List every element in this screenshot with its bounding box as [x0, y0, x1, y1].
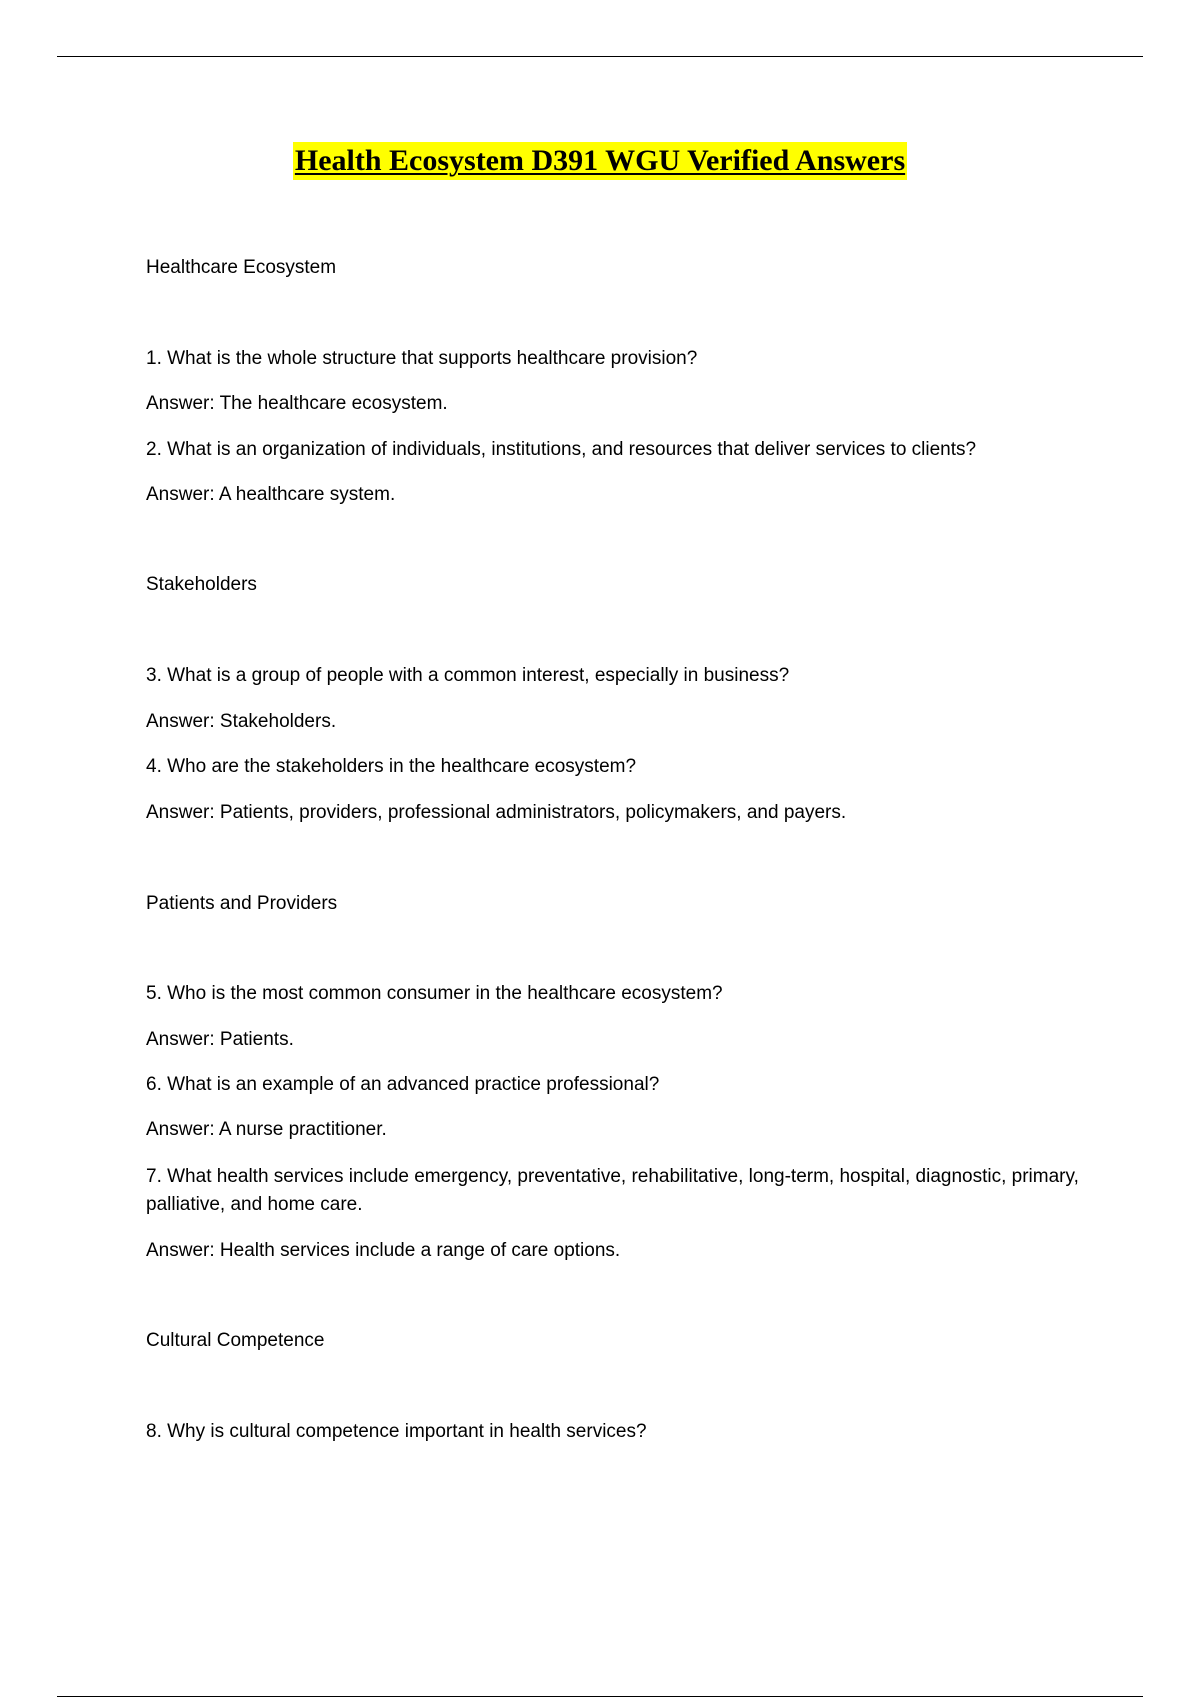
section-heading-stakeholders: Stakeholders	[146, 574, 257, 595]
top-rule	[57, 56, 1143, 57]
answer-3: Answer: Stakeholders.	[146, 711, 337, 732]
question-4: 4. Who are the stakeholders in the healthcare ecosystem?	[146, 756, 637, 777]
answer-5: Answer: Patients.	[146, 1029, 294, 1050]
question-1: 1. What is the whole structure that supports healthcare provision?	[146, 348, 698, 369]
section-heading-healthcare-ecosystem: Healthcare Ecosystem	[146, 257, 337, 278]
answer-4: Answer: Patients, providers, professional administrators, policymakers, and payers.	[146, 802, 847, 823]
question-5: 5. Who is the most common consumer in the healthcare ecosystem?	[146, 983, 723, 1004]
answer-2: Answer: A healthcare system.	[146, 484, 396, 505]
question-3: 3. What is a group of people with a common interest, especially in business?	[146, 665, 790, 686]
answer-1: Answer: The healthcare ecosystem.	[146, 393, 448, 414]
answer-6: Answer: A nurse practitioner.	[146, 1119, 387, 1140]
answer-7: Answer: Health services include a range of care options.	[146, 1240, 621, 1261]
question-8: 8. Why is cultural competence important in health services?	[146, 1421, 647, 1442]
question-2: 2. What is an organization of individuals, institutions, and resources that deliver services to clients?	[146, 439, 977, 460]
question-6: 6. What is an example of an advanced practice professional?	[146, 1074, 660, 1095]
question-7: 7. What health services include emergency, preventative, rehabilitative, long-term, hospital, diagnostic, primary, palliative, and home care.	[146, 1166, 1079, 1215]
document-title: Health Ecosystem D391 WGU Verified Answers	[293, 142, 907, 180]
section-heading-patients-and-providers: Patients and Providers	[146, 893, 338, 914]
bottom-rule	[57, 1696, 1143, 1697]
section-heading-cultural-competence: Cultural Competence	[146, 1330, 325, 1351]
title-container	[0, 142, 1200, 180]
